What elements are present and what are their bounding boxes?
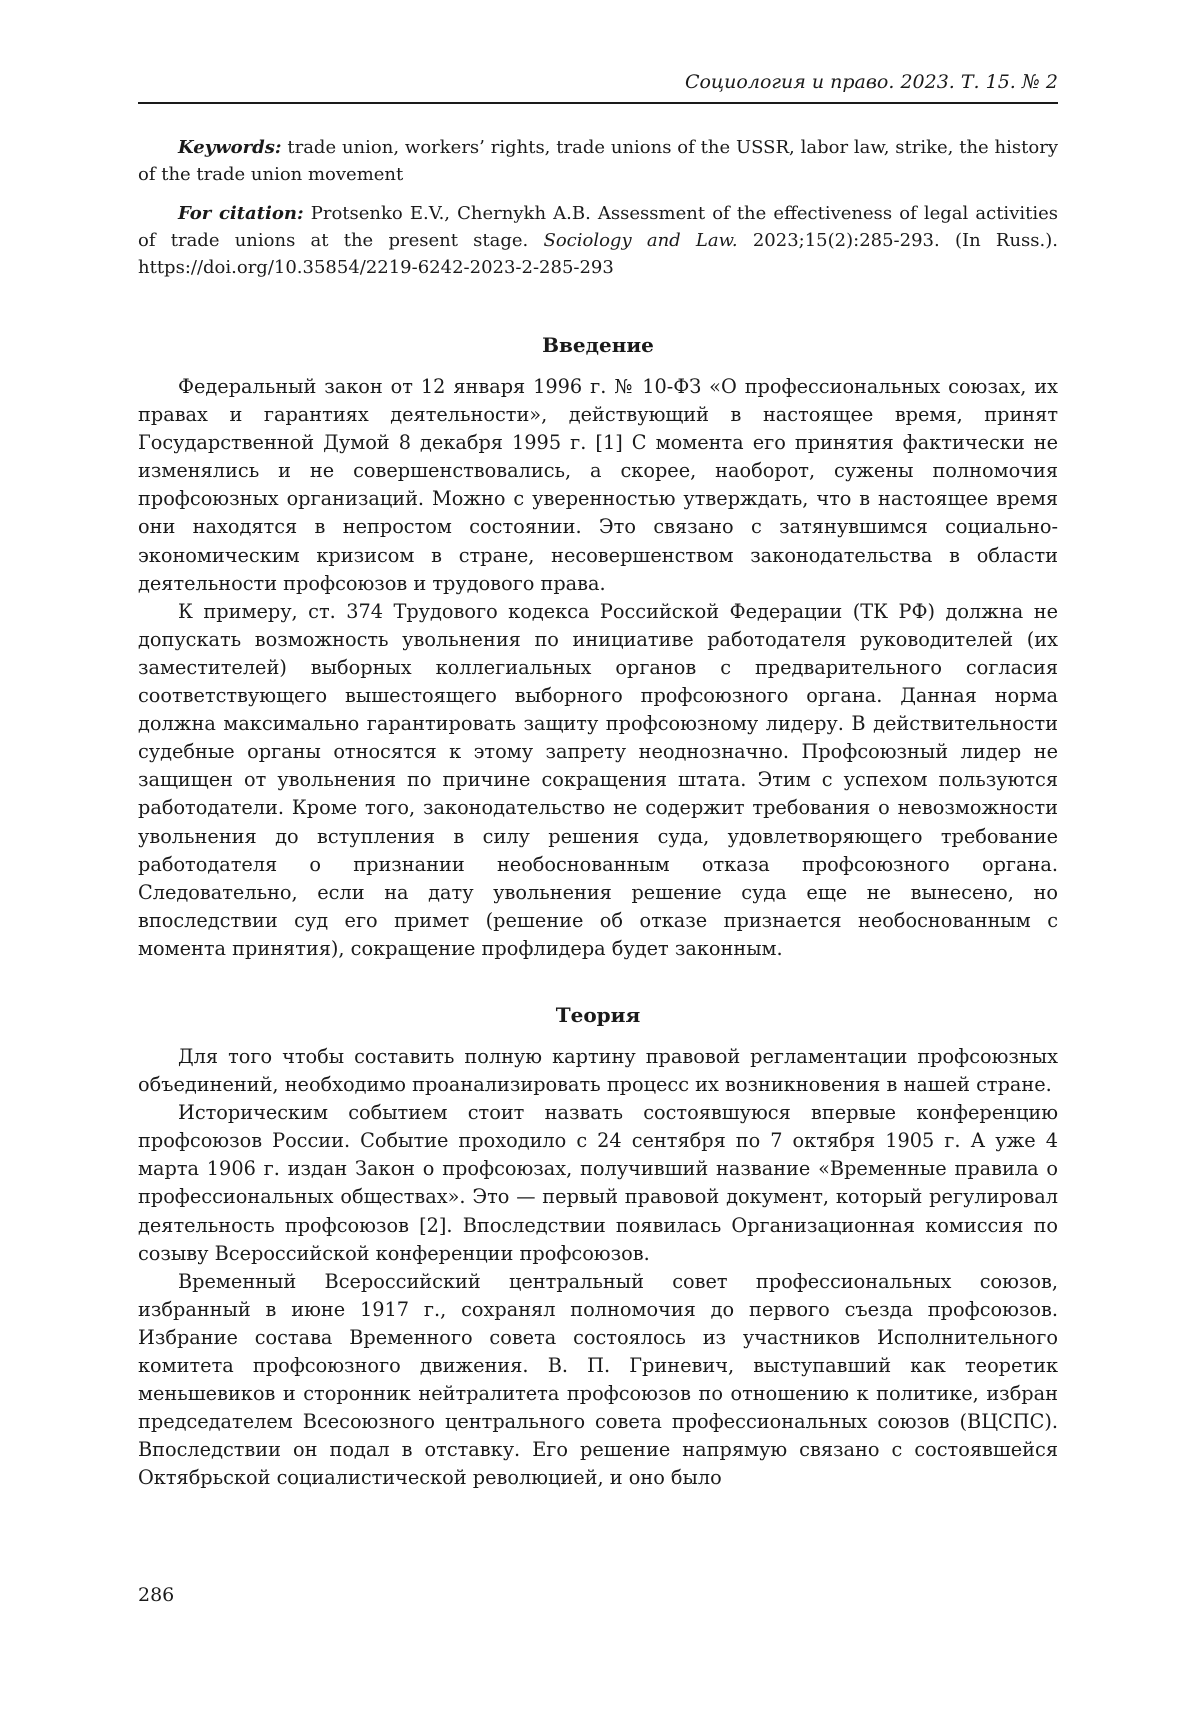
section-heading-theory: Теория	[138, 1001, 1058, 1029]
theory-paragraph-1: Для того чтобы составить полную картину правовой регламентации профсо­юзных объединений, необходимо проанализировать процесс их возникновения в нашей стране.	[138, 1043, 1058, 1099]
keywords-label: Keywords:	[178, 137, 282, 158]
theory-paragraph-3: Временный Всероссийский центральный совет профессиональных союзов, избранный в июне 1917 г., сохранял полномочия до первого съезда профсоюзов. Избрание состава Временного совета состоялось из участников Исполнительного комитета профсоюзного движения. В. П. Гриневич, выступавший как теоретик меньшевиков и сторонник нейтралитета профсоюзов по отношению к политике, избран председателем Всесоюзного центрального совета профессиональных со­юзов (ВЦСПС). Впоследствии он подал в отставку. Его решение напрямую свя­зано с состоявшейся Октябрьской социалистической революцией, и оно было	[138, 1268, 1058, 1493]
journal-page	[138, 70, 1058, 1492]
keywords-text: trade union, workers’ rights, trade unions of the USSR, labor law, strike, the history of the trade union movement	[138, 137, 1058, 185]
citation-label: For citation:	[178, 203, 304, 224]
running-head: Социология и право. 2023. Т. 15. № 2	[138, 70, 1058, 104]
intro-paragraph-2: К примеру, ст. 374 Трудового кодекса Российской Федерации (ТК РФ) должна не допускать возможность увольнения по инициативе работодателя руководи­телей (их заместителей) выборных коллегиальных органов с предварительного согласия соответствующего вышестоящего выборного профсоюзного органа. Данная норма должна максимально гарантировать защиту профсоюзному ли­деру. В действительности судебные органы относятся к этому запрету неодно­значно. Профсоюзный лидер не защищен от увольнения по причине сокращения штата. Этим с успехом пользуются работодатели. Кроме того, законодательство не содержит требования о невозможности увольнения до вступления в силу решения суда, удовлетворяющего требование работодателя о признании необо­снованным отказа профсоюзного органа. Следовательно, если на дату увольне­ния решение суда еще не вынесено, но впоследствии суд его примет (решение об отказе признается необоснованным с момента принятия), сокращение про­флидера будет законным.	[138, 598, 1058, 963]
section-heading-intro: Введение	[138, 331, 1058, 359]
citation-text-start: Protsenko E.V., Chernykh A.B. Assessment of the effectiveness of legal activities of trade unions at the present stage.	[138, 203, 1058, 251]
citation-text-end: 2023;15(2):285-293. (In Russ.). https://doi.org/10.35854/2219-6242-2023-2-285-293	[138, 230, 1058, 278]
intro-paragraph-1: Федеральный закон от 12 января 1996 г. № 10-ФЗ «О профессиональных со­юзах, их правах и гарантиях деятельности», действующий в настоящее время, принят Государственной Думой 8 декабря 1995 г. [1] С момента его принятия фактически не изменялись и не совершенствовались, а скорее, наоборот, сужены полномочия профсоюзных организаций. Можно с уверенностью утверждать, что в настоящее время они находятся в непростом состоянии. Это связано с затянув­шимся социально-экономическим кризисом в стране, несовершенством законода­тельства в области деятельности профсоюзов и трудового права.	[138, 373, 1058, 598]
keywords-block	[138, 134, 1058, 188]
citation-block	[138, 200, 1058, 281]
page-number: 286	[138, 1583, 174, 1607]
theory-paragraph-2: Историческим событием стоит назвать состоявшуюся впервые конференцию профсоюзов России. Событие проходило с 24 сентября по 7 октября 1905 г. А уже 4 марта 1906 г. издан Закон о профсоюзах, получивший название «Вре­менные правила о профессиональных обществах». Это — первый правовой до­кумент, который регулировал деятельность профсоюзов [2]. Впоследствии по­явилась Организационная комиссия по созыву Всероссийской конференции профсоюзов.	[138, 1099, 1058, 1268]
citation-journal: Sociology and Law.	[544, 230, 738, 251]
